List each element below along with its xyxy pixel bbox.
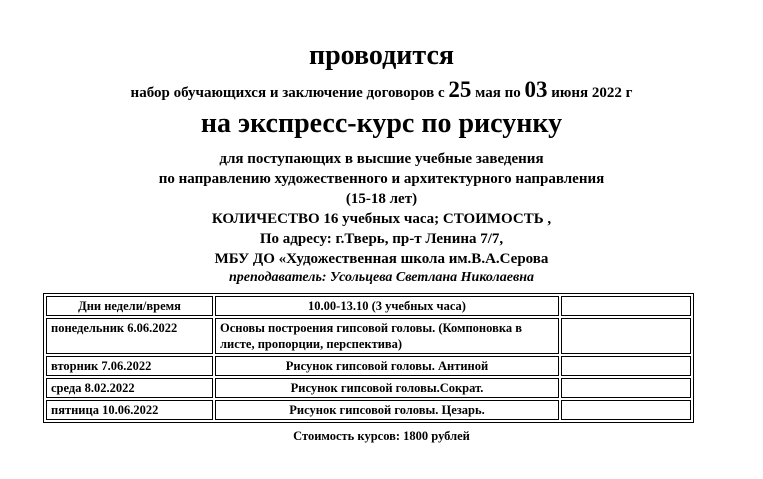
- row-extra: [561, 356, 691, 376]
- row-day: вторник 7.06.2022: [46, 356, 213, 376]
- row-day: среда 8.02.2022: [46, 378, 213, 398]
- row-topic: Основы построения гипсовой головы. (Компоновка в листе, пропорции, перспектива): [215, 318, 559, 354]
- schedule-table: [43, 293, 694, 423]
- age-line: (15-18 лет): [345, 191, 418, 207]
- teacher-line: преподаватель: Усольцева Светлана Николаевна: [229, 270, 534, 285]
- row-topic: Рисунок гипсовой головы.Сократ.: [215, 378, 559, 398]
- table-header-row: [46, 296, 691, 316]
- row-extra: [561, 378, 691, 398]
- audience-line: для поступающих в высшие учебные заведения: [219, 151, 544, 167]
- course-info: [0, 149, 763, 286]
- header-time: 10.00-13.10 (3 учебных часа): [215, 296, 559, 316]
- header-day: Дни недели/время: [46, 296, 213, 316]
- row-topic: Рисунок гипсовой головы. Цезарь.: [215, 400, 559, 420]
- enrollment-text-2: мая по: [471, 85, 525, 101]
- course-title: на экспресс-курс по рисунку: [200, 108, 563, 139]
- table-row: [46, 356, 691, 376]
- enrollment-text-3: июня 2022 г: [547, 85, 633, 101]
- course-cost: Стоимость курсов: 1800 рублей: [293, 429, 470, 443]
- table-row: [46, 378, 691, 398]
- header-extra: [561, 296, 691, 316]
- end-day: 03: [524, 77, 548, 102]
- row-extra: [561, 318, 691, 354]
- table-row: [46, 400, 691, 420]
- row-day: понедельник 6.06.2022: [46, 318, 213, 354]
- start-day: 25: [448, 77, 472, 102]
- page-title: проводится: [308, 40, 455, 71]
- address-line: По адресу: г.Тверь, пр-т Ленина 7/7,: [259, 231, 504, 247]
- table-row: [46, 318, 691, 354]
- row-extra: [561, 400, 691, 420]
- direction-line: по направлению художественного и архитектурного направления: [158, 171, 605, 187]
- hours-cost-line: КОЛИЧЕСТВО 16 учебных часа; СТОИМОСТЬ ,: [211, 211, 552, 227]
- enrollment-period: [0, 77, 763, 106]
- row-day: пятница 10.06.2022: [46, 400, 213, 420]
- row-topic: Рисунок гипсовой головы. Антиной: [215, 356, 559, 376]
- school-line: МБУ ДО «Художественная школа им.В.А.Серова: [214, 251, 549, 267]
- enrollment-text-1: набор обучающихся и заключение договоров с: [130, 85, 449, 101]
